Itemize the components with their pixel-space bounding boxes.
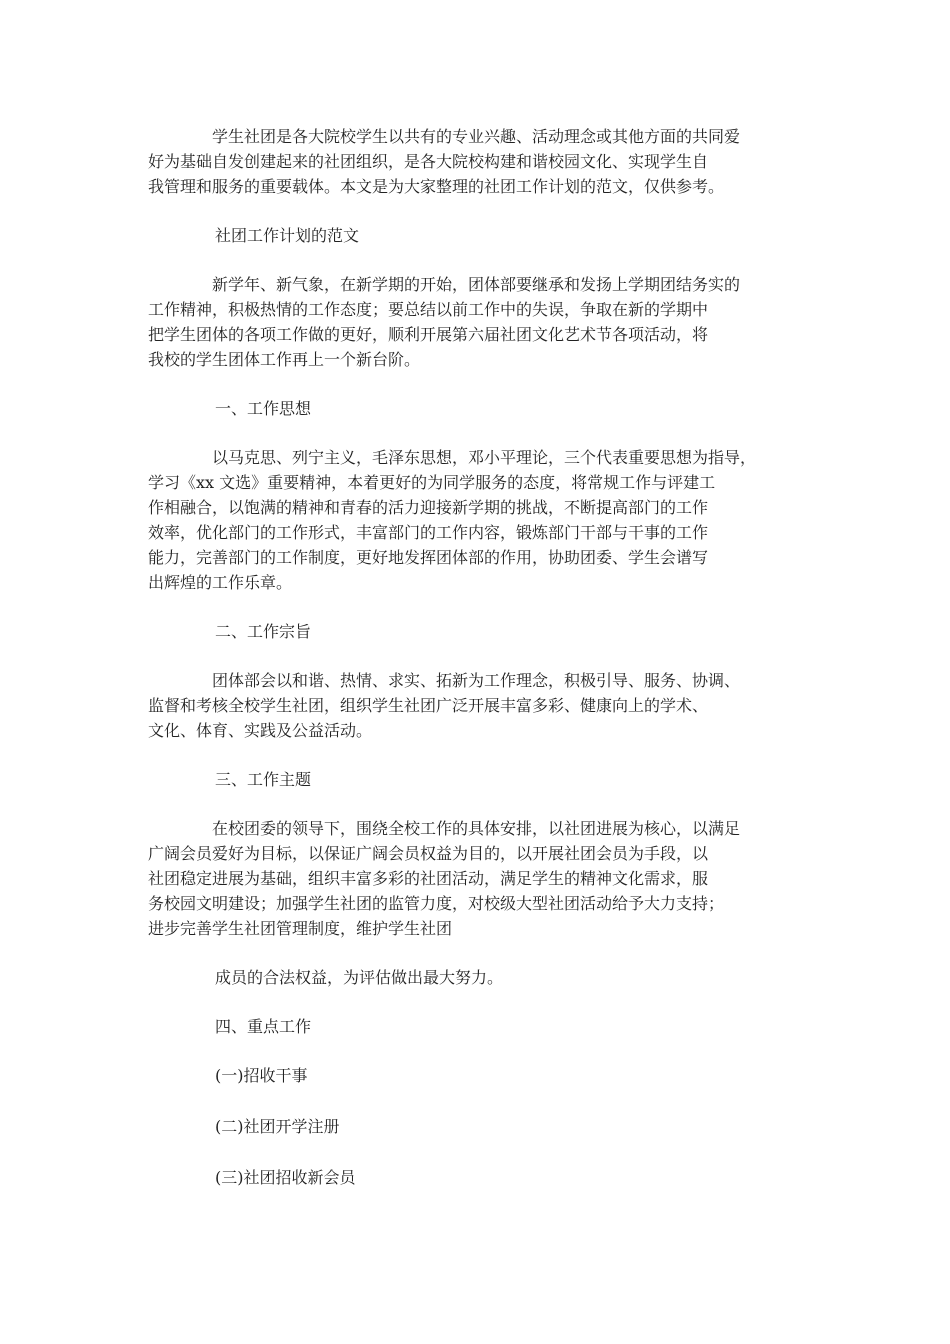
text-line: 在校团委的领导下，围绕全校工作的具体安排，以社团进展为核心，以满足 <box>212 819 741 838</box>
intro-paragraph <box>148 124 780 199</box>
list-item: (二)社团开学注册 <box>215 1117 340 1136</box>
text-line: 能力，完善部门的工作制度，更好地发挥团体部的作用，协助团委、学生会谱写 <box>148 548 709 567</box>
text-line: 把学生团体的各项工作做的更好，顺利开展第六届社团文化艺术节各项活动，将 <box>148 325 709 344</box>
list-item: (三)社团招收新会员 <box>215 1168 356 1187</box>
text-line: 监督和考核全校学生社团，组织学生社团广泛开展丰富多彩、健康向上的学术、 <box>148 696 709 715</box>
opening-paragraph <box>148 272 780 372</box>
text-line: 文化、体育、实践及公益活动。 <box>148 721 373 740</box>
section-heading: 一、工作思想 <box>215 399 312 418</box>
section-heading: 三、工作主题 <box>215 770 312 789</box>
text-line: 效率，优化部门的工作形式，丰富部门的工作内容，锻炼部门干部与干事的工作 <box>148 523 709 542</box>
section-paragraph <box>148 816 780 941</box>
text-line: 学习《xx 文选》重要精神，本着更好的为同学服务的态度，将常规工作与评建工 <box>148 473 716 492</box>
text-line: 广阔会员爱好为目标，以保证广阔会员权益为目的，以开展社团会员为手段，以 <box>148 844 709 863</box>
text-line: 出辉煌的工作乐章。 <box>148 573 293 592</box>
text-line: 务校园文明建设；加强学生社团的监管力度，对校级大型社团活动给予大力支持； <box>148 894 725 913</box>
text-line: 社团稳定进展为基础，组织丰富多彩的社团活动，满足学生的精神文化需求，服 <box>148 869 709 888</box>
text-line: 团体部会以和谐、热情、求实、拓新为工作理念，积极引导、服务、协调、 <box>212 671 741 690</box>
section-paragraph <box>148 668 780 743</box>
document-title: 社团工作计划的范文 <box>215 226 360 245</box>
text-line: 以马克思、列宁主义，毛泽东思想，邓小平理论，三个代表重要思想为指导， <box>212 448 757 467</box>
section-heading: 四、重点工作 <box>215 1017 312 1036</box>
text-line: 我管理和服务的重要载体。本文是为大家整理的社团工作计划的范文，仅供参考。 <box>148 177 725 196</box>
text-line: 作相融合，以饱满的精神和青春的活力迎接新学期的挑战，不断提高部门的工作 <box>148 498 709 517</box>
text-line: 新学年、新气象，在新学期的开始，团体部要继承和发扬上学期团结务实的 <box>212 275 741 294</box>
text-line: 工作精神，积极热情的工作态度；要总结以前工作中的失误，争取在新的学期中 <box>148 300 709 319</box>
text-line: 好为基础自发创建起来的社团组织，是各大院校构建和谐校园文化、实现学生自 <box>148 152 709 171</box>
document-body <box>148 124 780 1216</box>
section-heading: 二、工作宗旨 <box>215 622 312 641</box>
list-item: (一)招收干事 <box>215 1066 308 1085</box>
text-line: 进步完善学生社团管理制度，维护学生社团 <box>148 919 453 938</box>
text-line: 我校的学生团体工作再上一个新台阶。 <box>148 350 421 369</box>
section-paragraph <box>148 445 780 595</box>
section-continuation: 成员的合法权益，为评估做出最大努力。 <box>215 968 504 987</box>
text-line: 学生社团是各大院校学生以共有的专业兴趣、活动理念或其他方面的共同爱 <box>212 127 741 146</box>
